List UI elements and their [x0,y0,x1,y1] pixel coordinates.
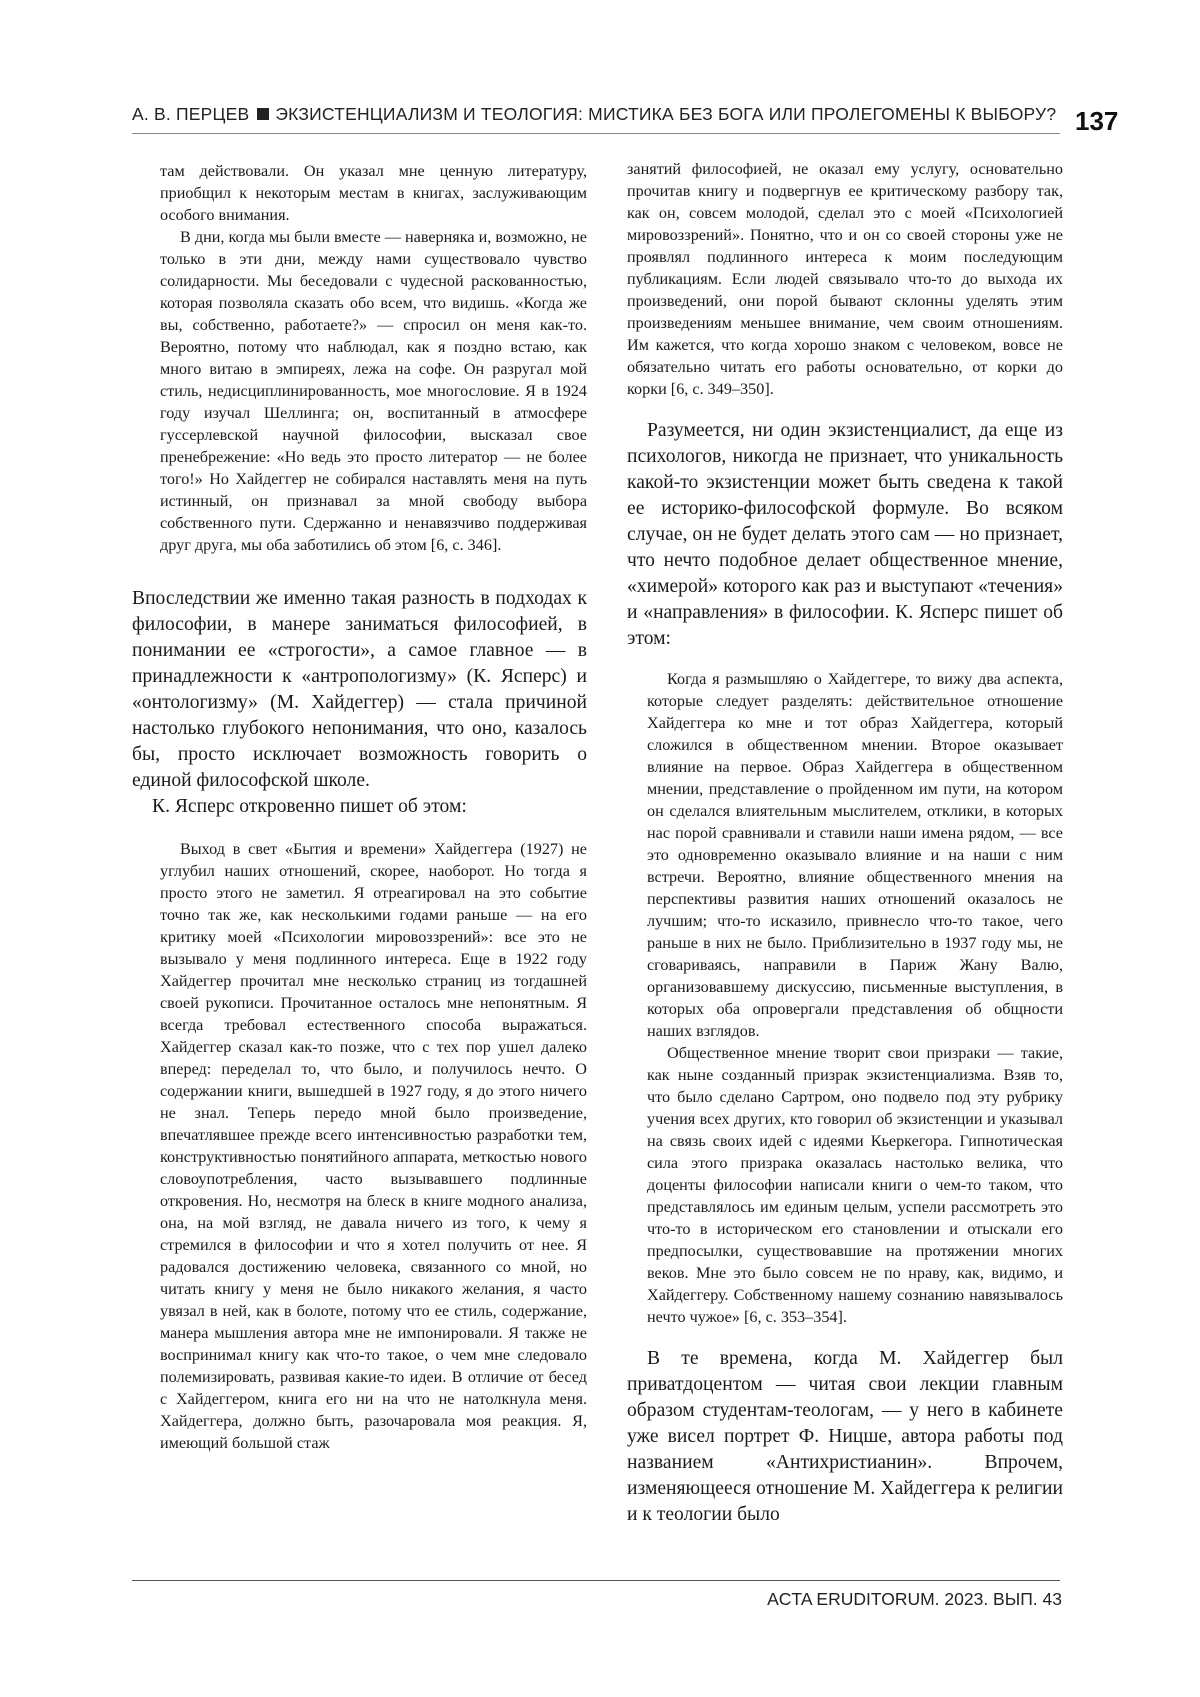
header-divider [132,133,1060,134]
running-header [132,104,1062,134]
block-quote [132,838,587,1454]
header-title: ЭКЗИСТЕНЦИАЛИЗМ И ТЕОЛОГИЯ: МИСТИКА БЕЗ БОГА ИЛИ ПРОЛЕГОМЕНЫ К ВЫБОРУ? [275,104,1057,124]
quote-paragraph: там действовали. Он указал мне ценную литературу, приобщил к некоторым местам в книгах, заслуживающим особого внимания. [160,162,587,224]
body-paragraph: Разумеется, ни один экзистенциалист, да еще из психологов, никогда не признает, что уникальность какой-то экзистенции может быть сведена к такой ее историко-философской формуле. Во всяком случае, он не будет делать этого сам — но признает, что нечто подобное делает общественное мнение, «химерой» которого как раз и выступают «течения» и «направления» в философии. К. Ясперс пишет об этом: [627,420,1063,649]
header-author: А. В. ПЕРЦЕВ [132,104,250,124]
body-text [627,1346,1063,1528]
left-column [132,160,587,1454]
footer-divider [132,1580,1060,1581]
block-quote [627,668,1063,1328]
block-quote [132,160,587,556]
body-paragraph: К. Ясперс откровенно пишет об этом: [152,796,467,817]
page-number: 137 [1075,106,1119,136]
right-column [627,158,1063,1528]
quote-paragraph: Выход в свет «Бытия и времени» Хайдеггера (1927) не углубил наших отношений, скорее, наоборот. Но тогда я просто этого не заметил. Я отреагировал на это событие точно так же, как несколькими годами раньше — на его критику моей «Психологии мировоззрений»: все это не вызывало у меня подлинного интереса. Еще в 1922 году Хайдеггер прочитал мне несколько страниц из тогдашней своей рукописи. Прочитанное осталось мне непонятным. Я всегда требовал естественного способа выражаться. Хайдеггер сказал как-то позже, что с тех пор ушел далеко вперед: переделал то, что было, и получилось нечто. О содержании книги, вышедшей в 1927 году, я до этого ничего не знал. Теперь передо мной было произведение, впечатлявшее прежде всего интенсивностью разработки тем, конструктивностью понятийного аппарата, меткостью нового словоупотребления, часто вызывавшего подлинные откровения. Но, несмотря на блеск в книге модного анализа, она, на мой взгляд, не давала ничего из того, к чему я стремился в философии и что я хотел получить от нее. Я радовался достижению человека, связанного со мной, но читать книгу у меня не было никакого желания, я часто увязал в ней, как в болоте, потому что ее стиль, содержание, манера мышления автора мне не импонировали. Я также не воспринимал книгу как что-то такое, о чем мне следовало полемизировать, развивая какие-то идеи. В отличие от бесед с Хайдеггером, книга его ни на что не натолкнула меня. Хайдеггера, должно быть, разочаровала моя реакция. Я, имеющий большой стаж [160,840,587,1452]
quote-paragraph: занятий философией, не оказал ему услугу, основательно прочитав книгу и подвергнув ее критическому разбору так, как он, совсем молодой, сделал это с моей «Психологией мировоззрений». Понятно, что и он со своей стороны уже не проявлял подлинного интереса к моим последующим публикациям. Если людей связывало что-то до выхода их произведений, они порой бывают склонны уделять этим произведениям меньшее внимание, чем своим отношениям. Им кажется, что когда хорошо знаком с человеком, вовсе не обязательно читать его работы основательно, от корки до корки [6, с. 349–350]. [627,160,1063,398]
body-paragraph: В те времена, когда М. Хайдеггер был приватдоцентом — читая свои лекции главным образом студентам-теологам, — у него в кабинете уже висел портрет Ф. Ницше, автора работы под названием «Антихристианин». Впрочем, изменяющееся отношение М. Хайдеггера к религии и к теологии было [627,1348,1063,1525]
body-text [627,418,1063,652]
block-quote [627,158,1063,400]
quote-paragraph: Общественное мнение творит свои призраки — такие, как ныне созданный призрак экзистенциализма. Взяв то, что было сделано Сартром, оно подвело под эту рубрику учения всех других, кто говорил об экзистенции и указывал на связь своих идей с идеями Кьеркегора. Гипнотическая сила этого призрака оказалась настолько велика, что доценты философии написали книги о чем-то таком, что представлялось им единым целым, успели рассмотреть это что-то в историческом его становлении и отыскали его предпосылки, существовавшие на протяжении многих веков. Мне это было совсем не по нраву, как, видимо, и Хайдеггеру. Собственному нашему сознанию навязывалось нечто чужое» [6, с. 353–354]. [647,1044,1063,1326]
quote-paragraph: В дни, когда мы были вместе — наверняка и, возможно, не только в эти дни, между нами существовало чувство солидарности. Мы беседовали с чудесной раскованностью, которая позволяла сказать обо всем, что видишь. «Когда же вы, собственно, работаете?» — спросил он меня как-то. Вероятно, потому что наблюдал, как я поздно встаю, как много витаю в эмпиреях, лежа на софе. Он разругал мой стиль, недисциплинированность, мое многословие. Я в 1924 году изучал Шеллинга; он, воспитанный в атмосфере гуссерлевской научной философии, высказал свое пренебрежение: «Но ведь это просто литератор — не более того!» Но Хайдеггер не собирался наставлять меня на путь истинный, он признавал за мной свободу выбора собственного пути. Сдержанно и ненавязчиво поддерживая друг друга, мы оба заботились об этом [6, с. 346]. [160,228,587,554]
body-paragraph: Впоследствии же именно такая разность в подходах к философии, в манере заниматься философией, в понимании ее «строгости», а самое главное — в принадлежности к «антропологизму» (К. Ясперс) и «онтологизму» (М. Хайдеггер) — стала причиной настолько глубокого непонимания, что оно, казалось бы, просто исключает возможность говорить о единой философской школе. [132,588,587,791]
square-separator-icon [257,108,269,120]
body-text [132,586,587,820]
quote-paragraph: Когда я размышляю о Хайдеггере, то вижу два аспекта, которые следует разделять: действительное отношение Хайдеггера ко мне и тот образ Хайдеггера, который сложился в общественном мнении. Второе оказывает влияние на первое. Образ Хайдеггера в общественном мнении, представление о пройденном им пути, на котором он сделался влиятельным мыслителем, отклики, в которых нас порой сравнивали и ставили наши имена рядом, — все это одновременно оказывало влияние и на наши с ним встречи. Вероятно, влияние общественного мнения на перспективы развития наших отношений оказалось не лучшим; что-то исказило, привнесло что-то такое, чего раньше в них не было. Приблизительно в 1937 году мы, не сговариваясь, направили в Париж Жану Валю, организовавшему дискуссию, письменные выступления, в которых оба опровергали представления об общности наших взглядов. [647,670,1063,1040]
journal-footer: ACTA ERUDITORUM. 2023. ВЫП. 43 [767,1589,1062,1609]
